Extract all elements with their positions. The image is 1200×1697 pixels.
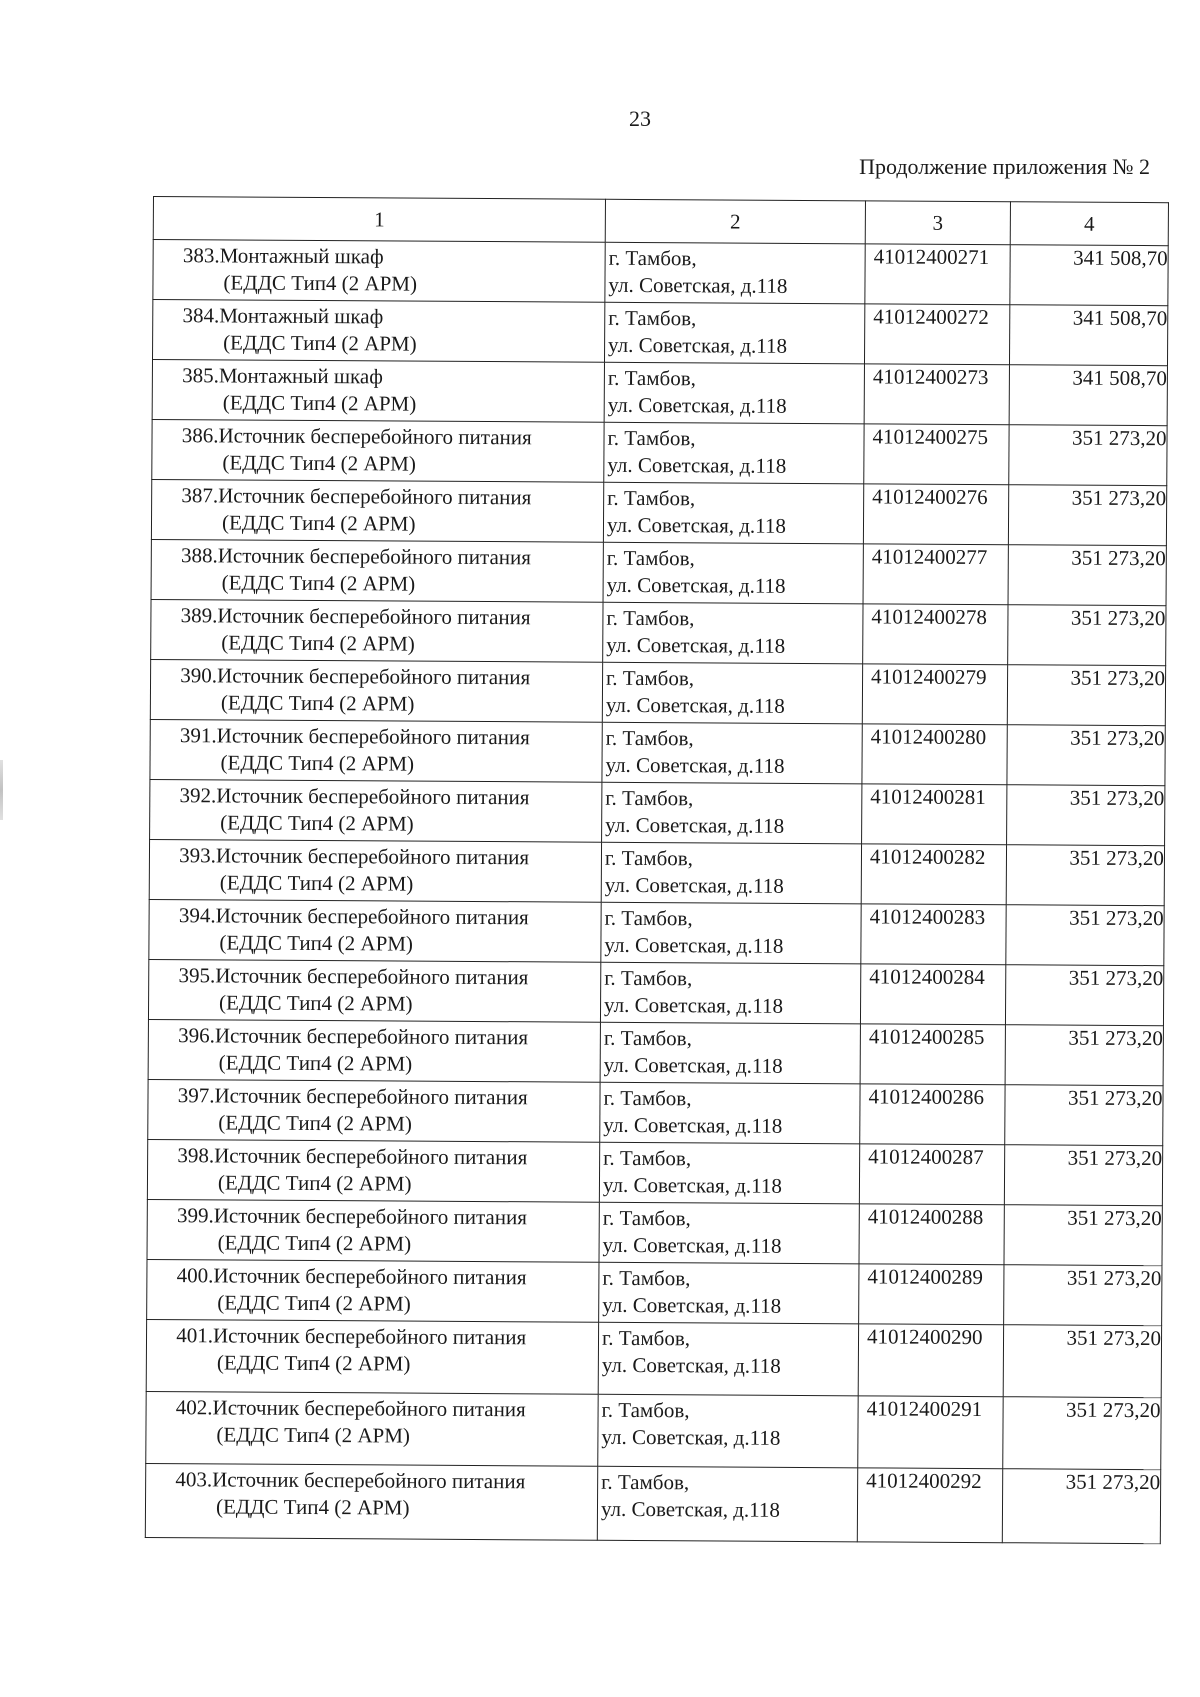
item-name-detail: (ЕДДС Тип4 (2 АРМ) — [223, 270, 418, 296]
table-row — [146, 1319, 1161, 1397]
item-name: Источник бесперебойного питания — [216, 723, 530, 750]
item-name-cell — [147, 1259, 599, 1322]
item-cost: 351 273,20 — [1007, 665, 1165, 726]
table-row — [146, 1391, 1161, 1469]
inventory-number: 41012400288 — [859, 1204, 1004, 1265]
item-cost: 351 273,20 — [1007, 725, 1165, 786]
item-cost: 351 273,20 — [1006, 905, 1164, 966]
inventory-number: 41012400275 — [864, 424, 1009, 485]
address-street: ул. Советская, д.118 — [601, 1424, 781, 1450]
inventory-number: 41012400273 — [864, 364, 1009, 425]
table-row — [150, 719, 1165, 785]
table-row — [149, 839, 1164, 905]
address-city: г. Тамбов, — [607, 485, 696, 511]
item-name-detail: (ЕДДС Тип4 (2 АРМ) — [216, 1350, 411, 1376]
item-name: Источник бесперебойного питания — [216, 663, 531, 690]
item-number: 399. — [176, 1203, 214, 1228]
item-cost: 351 273,20 — [1005, 965, 1163, 1026]
item-cost: 351 273,20 — [1007, 785, 1165, 846]
item-name-cell — [147, 1139, 599, 1202]
address-street: ул. Советская, д.118 — [605, 752, 785, 778]
address-cell — [600, 1082, 860, 1144]
address-city: г. Тамбов, — [608, 245, 697, 271]
table-row — [149, 899, 1164, 965]
inventory-table-container — [145, 196, 1168, 1544]
address-cell — [604, 422, 864, 484]
column-header-2: 2 — [605, 199, 865, 244]
address-street: ул. Советская, д.118 — [607, 452, 787, 478]
item-name-detail: (ЕДДС Тип4 (2 АРМ) — [222, 390, 417, 416]
inventory-number: 41012400285 — [860, 1024, 1005, 1085]
item-number: 398. — [177, 1143, 215, 1168]
address-city: г. Тамбов, — [602, 1265, 691, 1291]
address-cell — [599, 1202, 859, 1264]
address-street: ул. Советская, д.118 — [606, 512, 787, 538]
address-cell — [599, 1142, 859, 1204]
item-name-detail: (ЕДДС Тип4 (2 АРМ) — [222, 450, 416, 476]
item-number: 403. — [175, 1467, 213, 1492]
item-name-cell — [148, 1019, 600, 1082]
address-city: г. Тамбов, — [605, 725, 694, 751]
item-number: 391. — [179, 723, 217, 748]
address-city: г. Тамбов, — [604, 965, 693, 991]
item-name-cell — [150, 779, 602, 842]
item-cost: 351 273,20 — [1003, 1325, 1161, 1398]
inventory-number: 41012400278 — [863, 604, 1008, 665]
table-row — [150, 779, 1165, 845]
inventory-number: 41012400279 — [862, 664, 1007, 725]
item-cost: 351 273,20 — [1005, 1085, 1163, 1146]
item-name-cell — [151, 599, 603, 662]
item-number: 388. — [180, 543, 218, 568]
item-name-cell — [152, 419, 604, 482]
item-name: Источник бесперебойного питания — [217, 543, 532, 570]
address-cell — [604, 362, 864, 424]
item-number: 395. — [178, 963, 216, 988]
inventory-number: 41012400281 — [862, 784, 1007, 845]
table-row — [153, 300, 1168, 366]
item-number: 384. — [182, 303, 220, 328]
inventory-number: 41012400280 — [862, 724, 1007, 785]
column-header-4: 4 — [1010, 202, 1168, 246]
item-name: Источник бесперебойного питания — [214, 1143, 528, 1170]
item-name-cell — [149, 899, 601, 962]
address-city: г. Тамбов, — [603, 1085, 692, 1111]
item-name-detail: (ЕДДС Тип4 (2 АРМ) — [220, 690, 415, 716]
address-cell — [602, 662, 862, 724]
item-name: Источник бесперебойного питания — [215, 963, 529, 990]
item-name-cell — [150, 719, 602, 782]
table-row — [145, 1463, 1160, 1543]
item-cost: 341 508,70 — [1009, 305, 1167, 366]
item-name-detail: (ЕДДС Тип4 (2 АРМ) — [219, 870, 414, 896]
item-name-cell — [150, 659, 602, 722]
address-city: г. Тамбов, — [606, 605, 695, 631]
item-cost: 351 273,20 — [1008, 485, 1166, 546]
item-name: Источник бесперебойного питания — [218, 423, 532, 450]
item-name-detail: (ЕДДС Тип4 (2 АРМ) — [221, 570, 416, 596]
item-cost: 341 508,70 — [1009, 365, 1167, 426]
address-cell — [602, 722, 862, 784]
item-number: 401. — [176, 1323, 214, 1348]
address-city: г. Тамбов, — [603, 1145, 692, 1171]
item-name: Источник бесперебойного питания — [212, 1323, 527, 1350]
address-city: г. Тамбов, — [602, 1205, 691, 1231]
item-name-detail: (ЕДДС Тип4 (2 АРМ) — [217, 1290, 411, 1316]
item-name: Источник бесперебойного питания — [216, 783, 530, 810]
address-city: г. Тамбов, — [607, 365, 696, 391]
item-name-detail: (ЕДДС Тип4 (2 АРМ) — [216, 1422, 411, 1448]
address-city: г. Тамбов, — [601, 1397, 690, 1423]
inventory-number: 41012400291 — [858, 1396, 1003, 1469]
inventory-number: 41012400283 — [861, 904, 1006, 965]
table-row — [152, 360, 1167, 426]
item-name: Источник бесперебойного питания — [213, 1263, 527, 1290]
item-name: Источник бесперебойного питания — [215, 843, 530, 870]
address-city: г. Тамбов, — [605, 785, 694, 811]
address-city: г. Тамбов, — [601, 1469, 690, 1495]
item-number: 389. — [180, 603, 218, 628]
table-row — [150, 659, 1165, 725]
table-row — [153, 240, 1168, 306]
address-cell — [602, 782, 862, 844]
item-name-detail: (ЕДДС Тип4 (2 АРМ) — [221, 630, 415, 656]
appendix-continuation-label: Продолжение приложения № 2 — [859, 154, 1150, 179]
item-cost: 351 273,20 — [1008, 605, 1166, 666]
table-row — [151, 599, 1166, 665]
item-number: 396. — [178, 1023, 215, 1048]
table-row — [147, 1199, 1162, 1265]
address-street: ул. Советская, д.118 — [606, 632, 786, 658]
address-cell — [603, 542, 863, 604]
item-number: 402. — [175, 1395, 213, 1420]
item-number: 394. — [178, 903, 216, 928]
address-city: г. Тамбов, — [603, 1025, 692, 1051]
item-name-cell — [145, 1463, 597, 1540]
item-cost: 351 273,20 — [1008, 545, 1166, 606]
table-row — [151, 539, 1166, 605]
item-name-cell — [153, 240, 605, 303]
item-name-cell — [151, 539, 603, 602]
item-number: 383. — [182, 243, 220, 268]
item-cost: 351 273,20 — [1003, 1397, 1161, 1470]
item-name: Монтажный шкаф — [218, 363, 383, 389]
address-city: г. Тамбов, — [607, 425, 696, 451]
address-cell — [601, 902, 861, 964]
item-name-cell — [146, 1391, 598, 1466]
table-row — [148, 1019, 1163, 1085]
item-name-cell — [151, 479, 603, 542]
address-city: г. Тамбов, — [604, 905, 693, 931]
item-name: Источник бесперебойного питания — [218, 483, 532, 510]
item-cost: 351 273,20 — [1004, 1265, 1162, 1326]
item-name-cell — [148, 959, 600, 1022]
column-header-1: 1 — [153, 197, 605, 243]
page-number: 23 — [629, 106, 651, 131]
address-cell — [605, 242, 865, 304]
address-street: ул. Советская, д.118 — [603, 1052, 783, 1078]
inventory-number: 41012400286 — [860, 1084, 1005, 1145]
address-cell — [603, 482, 863, 544]
item-name-cell — [153, 300, 605, 363]
item-number: 386. — [181, 423, 219, 448]
item-name-cell — [146, 1319, 598, 1394]
item-cost: 341 508,70 — [1010, 245, 1168, 306]
item-name: Источник бесперебойного питания — [212, 1395, 526, 1422]
item-name: Источник бесперебойного питания — [214, 1023, 529, 1050]
item-name-detail: (ЕДДС Тип4 (2 АРМ) — [217, 1170, 412, 1196]
address-street: ул. Советская, д.118 — [601, 1352, 781, 1378]
table-row — [151, 479, 1166, 545]
address-street: ул. Советская, д.118 — [602, 1292, 782, 1318]
item-cost: 351 273,20 — [1009, 425, 1167, 486]
table-row — [147, 1139, 1162, 1205]
address-street: ул. Советская, д.118 — [603, 1112, 783, 1138]
item-cost: 351 273,20 — [1005, 1025, 1163, 1086]
column-header-3: 3 — [865, 201, 1010, 245]
address-cell — [600, 962, 860, 1024]
item-cost: 351 273,20 — [1006, 845, 1164, 906]
item-number: 385. — [182, 363, 219, 388]
item-name-cell — [147, 1199, 599, 1262]
address-street: ул. Советская, д.118 — [608, 332, 788, 358]
item-number: 397. — [177, 1083, 215, 1108]
item-name-detail: (ЕДДС Тип4 (2 АРМ) — [217, 1230, 412, 1256]
inventory-number: 41012400277 — [863, 544, 1008, 605]
item-name-detail: (ЕДДС Тип4 (2 АРМ) — [219, 930, 414, 956]
item-number: 400. — [176, 1263, 214, 1288]
item-name: Монтажный шкаф — [219, 243, 384, 269]
table-row — [148, 959, 1163, 1025]
inventory-number: 41012400272 — [864, 304, 1009, 365]
address-cell — [600, 1022, 860, 1084]
address-cell — [604, 302, 864, 364]
item-number: 387. — [181, 483, 219, 508]
inventory-table — [145, 196, 1169, 1544]
item-name: Источник бесперебойного питания — [212, 1467, 526, 1494]
item-name: Источник бесперебойного питания — [214, 1083, 528, 1110]
address-street: ул. Советская, д.118 — [605, 812, 785, 838]
table-row — [148, 1079, 1163, 1145]
item-name-detail: (ЕДДС Тип4 (2 АРМ) — [220, 750, 415, 776]
item-name: Источник бесперебойного питания — [213, 1203, 527, 1230]
address-cell — [601, 842, 861, 904]
table-body — [145, 240, 1168, 1544]
item-name-detail: (ЕДДС Тип4 (2 АРМ) — [220, 810, 414, 836]
address-cell — [598, 1394, 858, 1468]
inventory-number: 41012400290 — [858, 1324, 1003, 1397]
item-name-detail: (ЕДДС Тип4 (2 АРМ) — [215, 1494, 410, 1520]
item-number: 393. — [179, 843, 217, 868]
address-street: ул. Советская, д.118 — [604, 872, 784, 898]
address-street: ул. Советская, д.118 — [605, 692, 785, 718]
item-name-cell — [149, 839, 601, 902]
address-cell — [598, 1322, 858, 1396]
item-cost: 351 273,20 — [1004, 1145, 1162, 1206]
item-number: 392. — [179, 783, 217, 808]
address-city: г. Тамбов, — [608, 305, 697, 331]
address-city: г. Тамбов, — [604, 845, 694, 871]
item-name: Монтажный шкаф — [219, 303, 384, 329]
inventory-number: 41012400276 — [863, 484, 1008, 545]
item-name: Источник бесперебойного питания — [217, 603, 531, 630]
inventory-number: 41012400292 — [857, 1468, 1002, 1543]
table-header-row — [153, 197, 1168, 246]
address-street: ул. Советская, д.118 — [602, 1172, 782, 1198]
address-street: ул. Советская, д.118 — [600, 1496, 781, 1522]
address-street: ул. Советская, д.118 — [607, 392, 787, 418]
item-name-detail: (ЕДДС Тип4 (2 АРМ) — [221, 510, 416, 536]
item-name-detail: (ЕДДС Тип4 (2 АРМ) — [219, 990, 413, 1016]
table-row — [147, 1259, 1162, 1325]
address-street: ул. Советская, д.118 — [606, 572, 786, 598]
address-cell — [603, 602, 863, 664]
inventory-number: 41012400284 — [860, 964, 1005, 1025]
item-name-detail: (ЕДДС Тип4 (2 АРМ) — [223, 330, 417, 356]
address-cell — [597, 1466, 857, 1542]
inventory-number: 41012400289 — [859, 1264, 1004, 1325]
scan-edge-mark — [0, 760, 3, 820]
item-name-cell — [152, 360, 604, 423]
table-row — [152, 419, 1167, 485]
address-city: г. Тамбов, — [606, 545, 695, 571]
address-city: г. Тамбов, — [605, 665, 695, 691]
item-cost: 351 273,20 — [1004, 1205, 1162, 1266]
item-name-cell — [148, 1079, 600, 1142]
address-street: ул. Советская, д.118 — [604, 932, 784, 958]
address-street: ул. Советская, д.118 — [602, 1232, 782, 1258]
item-name-detail: (ЕДДС Тип4 (2 АРМ) — [218, 1110, 412, 1136]
inventory-number: 41012400287 — [859, 1144, 1004, 1205]
item-name: Источник бесперебойного питания — [215, 903, 529, 930]
item-number: 390. — [180, 663, 218, 688]
address-cell — [599, 1262, 859, 1324]
address-street: ул. Советская, д.118 — [603, 992, 784, 1018]
inventory-number: 41012400282 — [861, 844, 1006, 905]
item-name-detail: (ЕДДС Тип4 (2 АРМ) — [218, 1050, 413, 1076]
item-cost: 351 273,20 — [1002, 1469, 1160, 1544]
address-street: ул. Советская, д.118 — [608, 272, 788, 298]
inventory-number: 41012400271 — [865, 244, 1010, 305]
address-city: г. Тамбов, — [601, 1325, 691, 1351]
